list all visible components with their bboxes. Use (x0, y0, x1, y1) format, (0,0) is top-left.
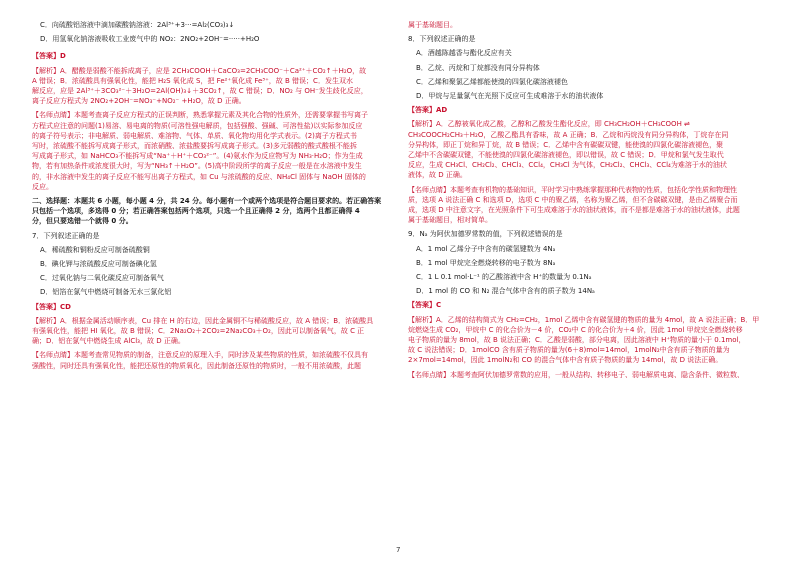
right-column (408, 20, 770, 380)
analysis-line: 【解析】A．醋酸是弱酸不能拆成离子，应是 2CH₃COOH＋CaCO₃=2CH₃COO⁻＋Ca²⁺＋CO₂↑＋H₂O，故 (32, 66, 367, 75)
analysis-line: 有强氧化性，能把 HI 氧化，故 B 错误；C．2Na₂O₂＋2CO₂=2Na₂CO₃＋O₂，因此可以制备氧气，故 C 正 (32, 327, 365, 336)
q6-option-d: D．用氢氧化钠溶液吸收工业废气中的 NO₂：2NO₂+2OH⁻=·····+H₂O (40, 35, 260, 44)
q7-stem: 7．下列叙述正确的是 (32, 231, 100, 240)
tips-line: 的离子符号表示；非电解质、弱电解质、难溶物、气体、单质、氧化物均用化学式表示。(2)离子方程式书 (32, 131, 357, 140)
q9-tips (408, 370, 770, 380)
analysis-line: 分异构体，即正丁烷和异丁烷，故 B 错误；C．乙烯中含有碳碳双键，能使溴的四氯化碳溶液褪色，聚 (408, 140, 724, 149)
tips-line: 方程式应注意的问题(1)易溶、易电离的物质(可溶性强电解质，包括强酸、强碱、可溶性盐)以实际参加反应 (32, 121, 363, 130)
q6-option-c: C．向硫酸铝溶液中滴加碳酸钠溶液：2Al³⁺+3···=Al₂(CO₃)₃↓ (40, 21, 235, 29)
q6-answer (32, 51, 394, 61)
q7-option-b: B．碘化钾与浓硫酸反应可制备碘化氢 (40, 260, 157, 269)
q7-answer (32, 302, 394, 312)
analysis-line: 烷燃烧生成 CO₂，甲烷中 C 的化合价为－4 价，CO₂中 C 的化合价为＋4 价，因此 1mol 甲烷完全燃烧转移 (408, 325, 743, 334)
analysis-line: 确；D．铝在氯气中燃烧生成 AlCl₃，故 D 正确。 (32, 337, 185, 346)
section-line: 分，但只要选错一个就得 0 分。 (32, 217, 133, 226)
analysis-line: 【解析】A．根据金属活动顺序表，Cu 排在 H 的右边，因此金属铜不与稀硫酸反应，故 A 错误；B．浓硫酸具 (32, 316, 374, 325)
tips-line: 成，选项 D 中注意文字，在光照条件下可生成难溶于水的油状液体，而不是都是难溶于水的油状液体，此题 (408, 206, 740, 215)
tips-line: 物，若有加热条件或浓度很大时，写为“NH₃↑＋H₂O”。(5)高中阶段所学的离子反应一般是在水溶液中发生 (32, 162, 362, 171)
section-line: 二、选择题：本题共 6 小题，每小题 4 分，共 24 分。每小题有一个或两个选项是符合题目要求的。若正确答案 (32, 197, 382, 206)
q8-option-c: C．乙烯和聚氯乙烯都能使溴的四氯化碳溶液褪色 (416, 77, 568, 86)
q8-option-d: D．甲烷与足量氯气在光照下反应可生成难溶于水的油状液体 (416, 92, 604, 101)
continued-tips-line: 属于基础题目。 (408, 21, 457, 29)
q9-answer (408, 300, 770, 310)
analysis-line: 乙烯中不含碳碳双键，不能使溴的四氯化碳溶液褪色，即以错误，故 C 错误；D．甲烷和氯气发生取代 (408, 151, 724, 160)
tips-line: 反应。 (32, 182, 53, 191)
q9-analysis (408, 315, 770, 366)
answer-label: 【答案】 (408, 106, 436, 115)
analysis-line: 【解析】A．乙烯的结构简式为 CH₂=CH₂，1mol 乙烯中含有碳氢键的物质的量为 4mol，故 A 说法正确；B．甲 (408, 315, 760, 324)
q9-option-a: A．1 mol 乙烯分子中含有的碳氢键数为 4Nₐ (416, 244, 556, 253)
q7-option-d: D．铝箔在氯气中燃烧可制备无水三氯化铝 (40, 288, 172, 297)
q7-analysis (32, 316, 394, 347)
answer-value: CD (60, 302, 71, 311)
tips-line: 【名师点睛】本题考查有机物的基础知识，平时学习中熟练掌握那种代表物的性质，包括化学性质和物理性 (408, 185, 737, 194)
tips-line: 写时，浓硫酸不能拆写成离子形式，而浓硝酸、浓盐酸要拆写成离子形式。(3)多元弱酸的酸式酸根不能拆 (32, 142, 357, 151)
q8-tips (408, 185, 770, 226)
q9-option-d: D．1 mol 的 CO 和 N₂ 混合气体中含有的质子数为 14Nₐ (416, 287, 595, 296)
analysis-line: 液体，故 D 正确。 (408, 171, 467, 180)
tips-line: 质，选项 A 说法正确 C 和选项 D，选项 C 中的聚乙烯，名称为聚乙烯，但不含碳碳双键，是由乙烯聚合而 (408, 195, 738, 204)
tips-line: 强酸性，同时还具有强氧化性，能把还原性的物质氧化，因此制备还原性的物质时，一般不用浓硫酸，此题 (32, 361, 361, 370)
q8-analysis (408, 119, 770, 180)
q9-option-b: B．1 mol 甲烷完全燃烧转移的电子数为 8Nₐ (416, 258, 556, 267)
answer-value: D (60, 52, 66, 61)
q9-stem: 9．Nₐ 为阿伏加德罗常数的值，下列叙述错误的是 (408, 230, 563, 239)
q8-option-a: A．酒越陈越香与酯化反应有关 (416, 49, 512, 58)
q9-option-c: C．1 L 0.1 mol·L⁻¹ 的乙酸溶液中含 H⁺的数量为 0.1Nₐ (416, 273, 592, 282)
section-two-instructions (32, 196, 394, 227)
q8-stem: 8．下列叙述正确的是 (408, 35, 476, 44)
section-line: 只包括一个选项，多选得 0 分；若正确答案包括两个选项，只选一个且正确得 2 分，选两个且都正确得 4 (32, 207, 360, 216)
answer-label: 【答案】 (408, 301, 436, 310)
q6-tips (32, 110, 394, 192)
q8-answer (408, 105, 770, 115)
answer-value: C (436, 301, 442, 310)
answer-label: 【答案】 (32, 302, 60, 311)
analysis-line: 故 C 说法错误；D．1molCO 含有质子物质的量为(6＋8)mol=14mol，1molN₂中含有质子物质的量为 (408, 346, 730, 355)
answer-label: 【答案】 (32, 52, 60, 61)
analysis-line: 2×7mol=14mol，因此 1molN₂和 CO 的混合气体中含有质子物质的量为 14mol，故 D 说法正确。 (408, 356, 723, 365)
q7-option-a: A．稀硫酸和铜粉反应可制备硫酸铜 (40, 245, 150, 254)
q6-analysis (32, 66, 394, 107)
tips-line: 的，非水溶液中发生的离子反应不能写出离子方程式，如 Cu 与浓硫酸的反应、NH₄Cl 固体与 NaOH 固体的 (32, 172, 366, 181)
q7-option-c: C．过氧化钠与二氧化碳反应可制备氧气 (40, 274, 164, 283)
tips-line: 【名师点睛】本题考查常见物质的制备，注意反应的原理入手，同时涉及某些物质的性质，如浓硫酸不仅具有 (32, 351, 368, 360)
analysis-line: 反应，生成 CH₃Cl、CH₂Cl₂、CHCl₃、CCl₄，CH₃Cl 为气体，CH₂Cl₂、CHCl₃、CCl₄为难溶于水的油状 (408, 161, 727, 170)
answer-value: AD (436, 106, 448, 115)
tips-line: 属于基础题目，相对简单。 (408, 216, 492, 225)
tips-line: 写成离子形式，如 NaHCO₃不能拆写成“Na⁺＋H⁺＋CO₃²⁻”。(4)氨水作为反应物写为 NH₃·H₂O；作为生成 (32, 152, 363, 161)
tips-line: 【名师点睛】本题考查离子反应方程式的正误判断，熟悉掌握元素及其化合物的性质外，还需要掌握书写离子 (32, 111, 368, 120)
analysis-line: 【解析】A．乙醇被氧化成乙酸，乙醇和乙酸发生酯化反应，即 CH₃CH₂OH＋CH₃COOH ⇌ (408, 120, 690, 129)
page-number: 7 (396, 546, 401, 554)
analysis-line: A 错误；B．浓硫酸具有强氧化性，能把 H₂S 氧化成 S，把 Fe²⁺氧化成 Fe³⁺，故 B 错误；C．发生双水 (32, 76, 353, 85)
analysis-line: CH₃COOCH₂CH₃＋H₂O，乙酸乙酯具有香味，故 A 正确；B．乙烷和丙烷没有同分异构体，丁烷存在同 (408, 130, 729, 139)
analysis-line: 电子物质的量为 8mol，故 B 说法正确；C．乙酸是弱酸，部分电离，因此溶液中 H⁺物质的量小于 0.1mol， (408, 336, 746, 345)
analysis-line: 解反应，应是 2Al³⁺＋3CO₃²⁻＋3H₂O=2Al(OH)₃↓＋3CO₂↑，故 C 错误；D．NO₂ 与 OH⁻发生歧化反应， (32, 87, 368, 96)
q7-tips (32, 350, 394, 370)
tips-line: 【名师点睛】本题考查阿伏加德罗常数的应用，一般从结构、转移电子、弱电解质电离、隐含条件、微粒数、 (408, 370, 744, 379)
q8-option-b: B．乙烷、丙烷和丁烷都没有同分异构体 (416, 63, 540, 72)
left-column (32, 20, 394, 371)
analysis-line: 离子反应方程式为 2NO₂+2OH⁻=NO₃⁻+NO₂⁻ +H₂O，故 D 正确。 (32, 97, 246, 106)
